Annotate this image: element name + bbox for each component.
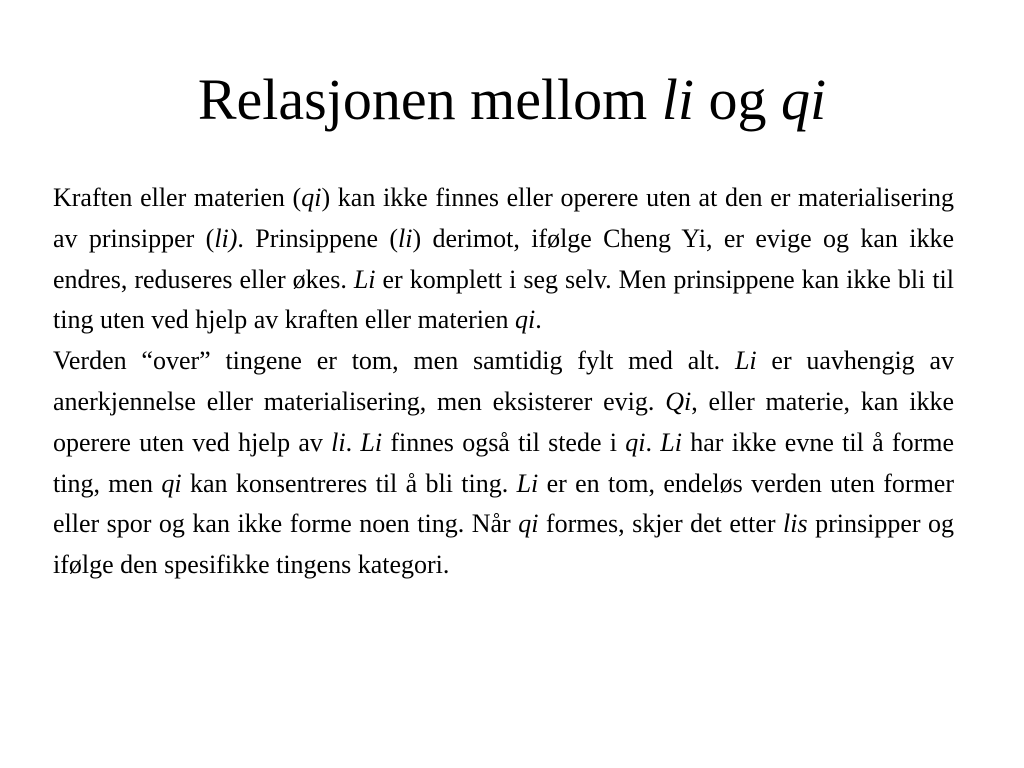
text-run: formes, skjer det etter (538, 509, 784, 539)
title-middle: og (694, 67, 782, 132)
italic-term: li) (214, 223, 238, 253)
slide-body (53, 178, 954, 586)
text-run: prinsipper og ifølge den spesifikke tingens kategori. (53, 509, 955, 580)
italic-term: lis (783, 509, 808, 539)
italic-term: Li (360, 427, 383, 457)
italic-term: qi (161, 468, 182, 498)
italic-term: qi (301, 183, 322, 212)
italic-term: Li (660, 427, 682, 457)
text-run: . (345, 427, 361, 457)
title-term-qi: qi (781, 67, 827, 132)
text-run: ) derimot, ifølge Cheng Yi, er evige og kan ikke endres, reduseres eller økes. (53, 223, 955, 294)
text-run: er komplett i seg selv. Men prinsippene kan ikke bli til ting uten ved hjelp av kraften eller materien (53, 264, 955, 335)
slide-title (0, 62, 1024, 138)
text-run: , eller materie, kan ikke operere uten ved hjelp av (53, 386, 954, 457)
text-run: . (535, 305, 542, 335)
paragraph-1 (53, 178, 954, 341)
italic-term: li (331, 427, 346, 457)
text-run: er uavhengig av anerkjennelse eller materialisering, men eksisterer evig. (53, 346, 954, 416)
italic-term: qi (515, 305, 536, 335)
italic-term: li (398, 223, 413, 253)
text-run: er en tom, endeløs verden uten former eller spor og kan ikke forme noen ting. Når (53, 468, 954, 539)
text-run: har ikke evne til å forme ting, men (53, 427, 954, 498)
text-run: . Prinsippene ( (237, 223, 399, 253)
text-run: Kraften eller materien ( (53, 183, 302, 212)
italic-term: Li (734, 346, 757, 376)
italic-term: qi (625, 427, 646, 457)
paragraph-2 (53, 341, 954, 586)
italic-term: Li (516, 468, 539, 498)
text-run: kan konsentreres til å bli ting. (181, 468, 517, 498)
title-term-li: li (661, 67, 695, 132)
italic-term: qi (518, 509, 539, 539)
text-run: finnes også til stede i (382, 427, 626, 457)
text-run: Verden “over” tingene er tom, men samtidig fylt med alt. (53, 346, 735, 376)
italic-term: Li (353, 264, 376, 294)
title-prefix: Relasjonen mellom (197, 67, 662, 132)
italic-term: Qi (665, 386, 692, 416)
text-run: . (645, 427, 661, 457)
text-run: ) kan ikke finnes eller operere uten at den er materialisering av prinsipper ( (53, 183, 954, 253)
